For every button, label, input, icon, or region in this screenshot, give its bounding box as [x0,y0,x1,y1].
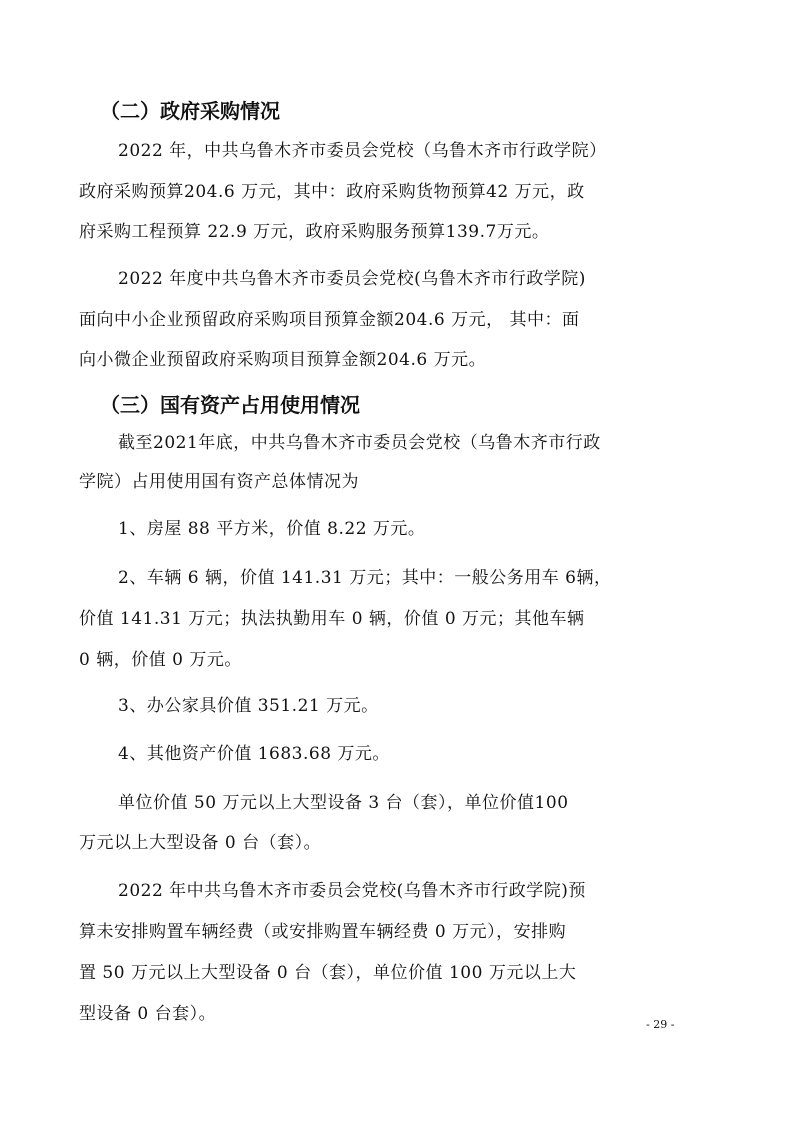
text-line: 单位价值 50 万元以上大型设备 3 台（套），单位价值100 [118,793,569,813]
text-line: 2022 年中共乌鲁木齐市委员会党校(乌鲁木齐市行政学院)预 [118,881,586,901]
asset-item-housing: 1、房屋 88 平方米，价值 8.22 万元。 [118,519,426,539]
text-line: 截至2021年底，中共乌鲁木齐市委员会党校（乌鲁木齐市行政 [118,433,601,453]
text-line: 2022 年度中共乌鲁木齐市委员会党校(乌鲁木齐市行政学院) [118,269,586,289]
text-line: 0 辆，价值 0 万元。 [79,650,242,670]
text-line: 算未安排购置车辆经费（或安排购置车辆经费 0 万元），安排购 [79,922,567,942]
asset-item-furniture: 3、办公家具价值 351.21 万元。 [118,696,379,716]
text-line: 置 50 万元以上大型设备 0 台（套），单位价值 100 万元以上大 [79,963,577,983]
text-line: 型设备 0 台套）。 [79,1004,217,1024]
text-line: 面向中小企业预留政府采购项目预算金额204.6 万元， 其中：面 [79,310,580,330]
page-number: - 29 - [646,1018,675,1031]
text-line: 府采购工程预算 22.9 万元，政府采购服务预算139.7万元。 [79,222,550,242]
text-line: 政府采购预算204.6 万元，其中：政府采购货物预算42 万元，政 [79,182,585,202]
asset-item-vehicles: 2、车辆 6 辆，价值 141.31 万元；其中：一般公务用车 6辆， [118,568,612,588]
section-heading-assets: （三）国有资产占用使用情况 [100,393,360,417]
text-line: 万元以上大型设备 0 台（套）。 [79,833,322,853]
text-line: 学院）占用使用国有资产总体情况为 [79,472,359,492]
text-line: 价值 141.31 万元；执法执勤用车 0 辆，价值 0 万元；其他车辆 [79,609,585,629]
text-line: 向小微企业预留政府采购项目预算金额204.6 万元。 [79,350,487,370]
asset-item-other: 4、其他资产价值 1683.68 万元。 [118,744,390,764]
text-line: 2022 年，中共乌鲁木齐市委员会党校（乌鲁木齐市行政学院） [118,141,607,161]
section-heading-procurement: （二）政府采购情况 [100,99,280,123]
